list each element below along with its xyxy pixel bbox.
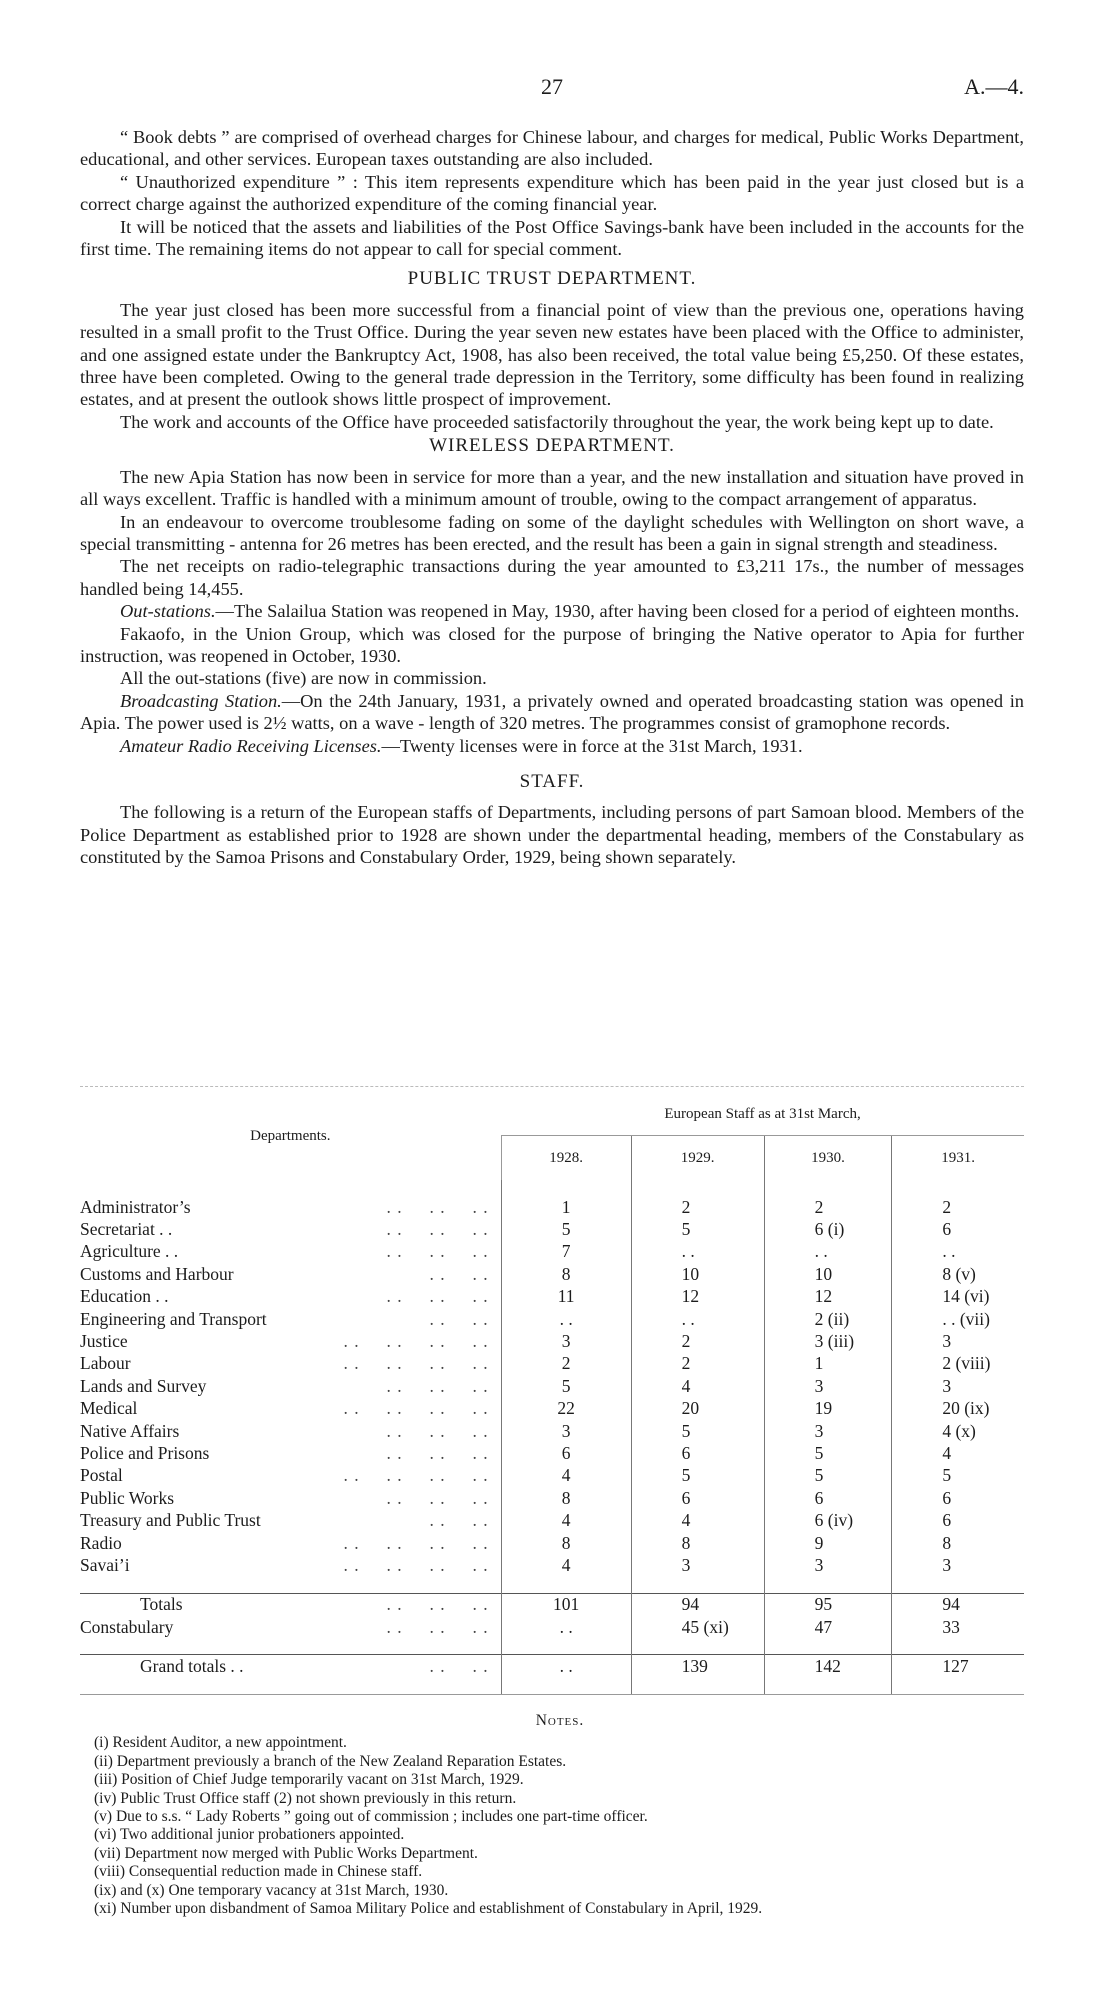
value-cell: 2 (ii) [764, 1308, 892, 1330]
note-iii: (iii) Position of Chief Judge temporarily vacant on 31st March, 1929. [94, 1771, 524, 1789]
paragraph-broadcasting [80, 690, 1024, 735]
value-cell: 94 [631, 1593, 764, 1616]
value-cell: 2 (viii) [892, 1353, 1024, 1375]
table-row [80, 1487, 1024, 1509]
table-row [80, 1465, 1024, 1487]
value-cell: 142 [764, 1655, 892, 1678]
year-header-1929: 1929. [631, 1136, 764, 1181]
label-amateur-radio: Amateur Radio Receiving Licenses. [120, 735, 382, 756]
value-cell: 14 (vi) [892, 1286, 1024, 1308]
leader-dots: . . . . . . [386, 1375, 489, 1396]
text-out-stations: —The Salailua Station was reopened in May, 1930, after having been closed for a period of eighteen months. [215, 601, 1020, 622]
value-cell: . . [631, 1241, 764, 1263]
value-cell: 8 [631, 1532, 764, 1554]
value-cell: 94 [892, 1593, 1024, 1616]
page-number: 27 [541, 74, 563, 99]
department-name: Secretariat . . [80, 1219, 173, 1240]
value-cell: 45 (xi) [631, 1616, 764, 1638]
department-name: Police and Prisons [80, 1442, 210, 1463]
department-cell [80, 1442, 501, 1464]
heading-wireless: WIRELESS DEPARTMENT. [429, 435, 675, 457]
grand-totals-row [80, 1655, 1024, 1678]
paragraph-wireless-2: In an endeavour to overcome troublesome fading on some of the daylight schedules with Wellington on short wave, a special transmitting - antenna for 26 metres has been erected, and the result has been a gain in signal strength and steadiness. [80, 511, 1024, 554]
value-cell: 20 (ix) [892, 1398, 1024, 1420]
value-cell: 8 [501, 1532, 631, 1554]
value-cell: 2 [631, 1330, 764, 1352]
leader-dots: . . . . . . . . [343, 1532, 489, 1553]
page-header [80, 74, 1024, 104]
table-row [80, 1353, 1024, 1375]
value-cell: . . [501, 1655, 631, 1678]
value-cell: 10 [764, 1263, 892, 1285]
department-cell [80, 1196, 501, 1218]
label-out-stations: Out-stations. [120, 601, 216, 622]
department-cell [80, 1616, 501, 1638]
department-name: Totals [140, 1594, 183, 1615]
value-cell: 6 [631, 1487, 764, 1509]
value-cell: . . [631, 1308, 764, 1330]
value-cell: 22 [501, 1398, 631, 1420]
value-cell: 3 [501, 1330, 631, 1352]
year-header-1930: 1930. [764, 1136, 892, 1181]
table-row [80, 1420, 1024, 1442]
value-cell: 95 [764, 1593, 892, 1616]
department-name: Postal [80, 1465, 123, 1486]
note-iv: (iv) Public Trust Office staff (2) not shown previously in this return. [94, 1789, 517, 1807]
department-cell [80, 1241, 501, 1263]
department-cell [80, 1487, 501, 1509]
department-name: Administrator’s [80, 1196, 191, 1217]
value-cell: 3 [892, 1554, 1024, 1576]
value-cell: 20 [631, 1398, 764, 1420]
leader-dots: . . . . . . [386, 1241, 489, 1262]
value-cell: . . [892, 1241, 1024, 1263]
department-name: Medical [80, 1398, 138, 1419]
value-cell: 19 [764, 1398, 892, 1420]
paragraph-all-stations: All the out-stations (five) are now in commission. [120, 668, 487, 689]
note-i: (i) Resident Auditor, a new appointment. [94, 1734, 347, 1752]
note-ix-x: (ix) and (x) One temporary vacancy at 31st March, 1930. [94, 1881, 449, 1899]
leader-dots: . . . . . . [386, 1219, 489, 1240]
value-cell: 139 [631, 1655, 764, 1678]
department-cell [80, 1420, 501, 1442]
leader-dots: . . . . . . [386, 1420, 489, 1441]
value-cell: 6 [764, 1487, 892, 1509]
paragraph-staff: The following is a return of the European staffs of Departments, including persons of part Samoan blood. Members of the Police Department as established prior to 1928 are shown under the departmental heading, members of the Constabulary as constituted by the Samoa Prisons and Constabulary Order, 1929, being shown separately. [80, 802, 1024, 868]
leader-dots: . . . . [429, 1656, 489, 1677]
note-viii: (viii) Consequential reduction made in Chinese staff. [94, 1863, 423, 1881]
department-name: Agriculture . . [80, 1241, 179, 1262]
value-cell: 4 [631, 1509, 764, 1531]
note-xi: (xi) Number upon disbandment of Samoa Military Police and establishment of Constabulary in April, 1929. [94, 1900, 763, 1918]
department-name: Justice [80, 1331, 128, 1352]
value-cell: 3 [631, 1554, 764, 1576]
leader-dots: . . . . . . . . [343, 1554, 489, 1575]
department-cell [80, 1532, 501, 1554]
constabulary-row [80, 1616, 1024, 1638]
value-cell: 3 [764, 1420, 892, 1442]
value-cell: 6 (iv) [764, 1509, 892, 1531]
department-cell [80, 1375, 501, 1397]
department-cell [80, 1465, 501, 1487]
paragraph-book-debts: “ Book debts ” are comprised of overhead charges for Chinese labour, and charges for medical, Public Works Department, educational, and other services. European taxes outstanding are also included. [80, 127, 1024, 170]
value-cell: 5 [501, 1218, 631, 1240]
paragraph-savings-bank: It will be noticed that the assets and liabilities of the Post Office Savings-bank have been included in the accounts for the first time. The remaining items do not appear to call for special comment. [80, 216, 1024, 260]
value-cell: 9 [764, 1532, 892, 1554]
value-cell: 101 [501, 1593, 631, 1616]
value-cell: 2 [631, 1196, 764, 1218]
note-ii: (ii) Department previously a branch of the New Zealand Reparation Estates. [94, 1752, 567, 1770]
value-cell: 6 [892, 1509, 1024, 1531]
european-staff-header: European Staff as at 31st March, [664, 1105, 861, 1122]
value-cell: . . (vii) [892, 1308, 1024, 1330]
department-name: Education . . [80, 1286, 169, 1307]
value-cell: 3 [764, 1554, 892, 1576]
table-row [80, 1375, 1024, 1397]
department-name: Constabulary [80, 1616, 174, 1637]
leader-dots: . . . . . . . . [343, 1398, 489, 1419]
table-row [80, 1330, 1024, 1352]
value-cell: 5 [892, 1465, 1024, 1487]
value-cell: 6 [892, 1218, 1024, 1240]
table-row [80, 1286, 1024, 1308]
table-row [80, 1218, 1024, 1240]
heading-public-trust: PUBLIC TRUST DEPARTMENT. [407, 268, 697, 290]
table-row [80, 1442, 1024, 1464]
leader-dots: . . . . . . [386, 1196, 489, 1217]
value-cell: 5 [764, 1465, 892, 1487]
value-cell: 3 (iii) [764, 1330, 892, 1352]
value-cell: 5 [501, 1375, 631, 1397]
table-row [80, 1554, 1024, 1576]
value-cell: 4 [501, 1554, 631, 1576]
value-cell: 1 [501, 1196, 631, 1218]
leader-dots: . . . . . . [386, 1594, 489, 1615]
value-cell: 6 (i) [764, 1218, 892, 1240]
table-row [80, 1509, 1024, 1531]
department-cell [80, 1286, 501, 1308]
value-cell: 4 (x) [892, 1420, 1024, 1442]
table-top-rule [80, 1086, 1024, 1087]
value-cell: . . [764, 1241, 892, 1263]
value-cell: 8 [501, 1263, 631, 1285]
value-cell: 3 [501, 1420, 631, 1442]
value-cell: 4 [501, 1465, 631, 1487]
paragraph-wireless-1: The new Apia Station has now been in service for more than a year, and the new installation and situation have proved in all ways excellent. Traffic is handled with a minimum amount of trouble, owing to the compact arrangement of apparatus. [80, 466, 1024, 510]
value-cell: 3 [892, 1330, 1024, 1352]
value-cell: 2 [892, 1196, 1024, 1218]
leader-dots: . . . . . . [386, 1286, 489, 1307]
department-name: Radio [80, 1532, 122, 1553]
leader-dots: . . . . [429, 1308, 489, 1329]
department-cell [80, 1509, 501, 1531]
value-cell: 5 [631, 1218, 764, 1240]
department-cell [80, 1353, 501, 1375]
value-cell: 2 [764, 1196, 892, 1218]
totals-row [80, 1593, 1024, 1616]
paragraph-public-trust-1: The year just closed has been more successful from a financial point of view than the previous one, operations having resulted in a small profit to the Trust Office. During the year seven new estates have been placed with the Office to administer, and one assigned estate under the Bankruptcy Act, 1908, has also been received, the total value being £5,250. Of these estates, three have been completed. Owing to the general trade depression in the Territory, some difficulty has been found in realizing estates, and at present the outlook shows little prospect of improvement. [80, 299, 1024, 410]
leader-dots: . . . . . . . . [343, 1465, 489, 1486]
value-cell: 8 [892, 1532, 1024, 1554]
leader-dots: . . . . . . [386, 1442, 489, 1463]
value-cell: 3 [764, 1375, 892, 1397]
leader-dots: . . . . [429, 1510, 489, 1531]
paragraph-amateur-radio [80, 735, 1024, 757]
department-name: Savai’i [80, 1554, 130, 1575]
value-cell: 12 [764, 1286, 892, 1308]
value-cell: 7 [501, 1241, 631, 1263]
paragraph-wireless-3: The net receipts on radio-telegraphic transactions during the year amounted to £3,211 17s., the number of messages handled being 14,455. [80, 556, 1024, 599]
heading-staff: STAFF. [519, 770, 585, 792]
value-cell: 10 [631, 1263, 764, 1285]
value-cell: 12 [631, 1286, 764, 1308]
table-row [80, 1532, 1024, 1554]
department-name: Native Affairs [80, 1420, 180, 1441]
department-cell [80, 1263, 501, 1285]
department-cell [80, 1398, 501, 1420]
leader-dots: . . . . [429, 1263, 489, 1284]
paragraph-fakaofo: Fakaofo, in the Union Group, which was closed for the purpose of bringing the Native operator to Apia for further instruction, was reopened in October, 1930. [80, 623, 1024, 666]
paragraph-unauthorized-expenditure: “ Unauthorized expenditure ” : This item represents expenditure which has been paid in the year just closed but is a correct charge against the authorized expenditure of the coming financial year. [80, 171, 1024, 215]
value-cell: 4 [631, 1375, 764, 1397]
value-cell: 5 [764, 1442, 892, 1464]
value-cell: . . [501, 1616, 631, 1638]
value-cell: 127 [892, 1655, 1024, 1678]
leader-dots: . . . . . . [386, 1487, 489, 1508]
document-reference: A.—4. [964, 74, 1024, 99]
table-row [80, 1241, 1024, 1263]
year-header-1931: 1931. [892, 1136, 1024, 1181]
departments-header: Departments. [250, 1128, 331, 1144]
staff-table [80, 1093, 1024, 1695]
text-amateur-radio: —Twenty licenses were in force at the 31st March, 1931. [381, 735, 803, 756]
value-cell: 8 (v) [892, 1263, 1024, 1285]
department-name: Grand totals . . [140, 1656, 244, 1677]
notes-title: Notes. [535, 1712, 585, 1729]
value-cell: 6 [631, 1442, 764, 1464]
department-cell [80, 1308, 501, 1330]
department-cell [80, 1554, 501, 1576]
paragraph-public-trust-2: The work and accounts of the Office have proceeded satisfactorily throughout the year, the work being kept up to date. [120, 411, 994, 432]
note-vii: (vii) Department now merged with Public Works Department. [94, 1844, 478, 1862]
table-row [80, 1308, 1024, 1330]
department-cell [80, 1330, 501, 1352]
value-cell: 2 [501, 1353, 631, 1375]
department-name: Treasury and Public Trust [80, 1510, 261, 1531]
value-cell: 47 [764, 1616, 892, 1638]
leader-dots: . . . . . . . . [343, 1353, 489, 1374]
table-row [80, 1263, 1024, 1285]
value-cell: 8 [501, 1487, 631, 1509]
table-row [80, 1196, 1024, 1218]
value-cell: 1 [764, 1353, 892, 1375]
department-name: Public Works [80, 1487, 175, 1508]
year-header-1928: 1928. [501, 1136, 631, 1181]
value-cell: 5 [631, 1465, 764, 1487]
department-cell [80, 1218, 501, 1240]
note-vi: (vi) Two additional junior probationers appointed. [94, 1826, 405, 1844]
notes [90, 1712, 1030, 1918]
body-text [80, 126, 1024, 869]
paragraph-out-stations [80, 600, 1024, 622]
leader-dots: . . . . . . [386, 1616, 489, 1637]
department-cell [80, 1655, 501, 1678]
value-cell: 4 [501, 1509, 631, 1531]
leader-dots: . . . . . . . . [343, 1331, 489, 1352]
department-name: Lands and Survey [80, 1375, 207, 1396]
value-cell: 5 [631, 1420, 764, 1442]
value-cell: 4 [892, 1442, 1024, 1464]
value-cell: . . [501, 1308, 631, 1330]
value-cell: 3 [892, 1375, 1024, 1397]
text-broadcasting: —On the 24th January, 1931, a privately owned and operated broadcasting station was opened in Apia. The power used is 2½ watts, on a wave - length of 320 metres. The programmes consist of gramophone records. [80, 690, 1024, 734]
table-row [80, 1398, 1024, 1420]
department-name: Engineering and Transport [80, 1308, 267, 1329]
value-cell: 11 [501, 1286, 631, 1308]
department-name: Customs and Harbour [80, 1263, 234, 1284]
note-v: (v) Due to s.s. “ Lady Roberts ” going out of commission ; includes one part-time officer. [94, 1808, 648, 1826]
value-cell: 6 [892, 1487, 1024, 1509]
label-broadcasting: Broadcasting Station. [120, 690, 282, 711]
value-cell: 6 [501, 1442, 631, 1464]
department-name: Labour [80, 1353, 131, 1374]
value-cell: 33 [892, 1616, 1024, 1638]
value-cell: 2 [631, 1353, 764, 1375]
department-cell [80, 1593, 501, 1616]
